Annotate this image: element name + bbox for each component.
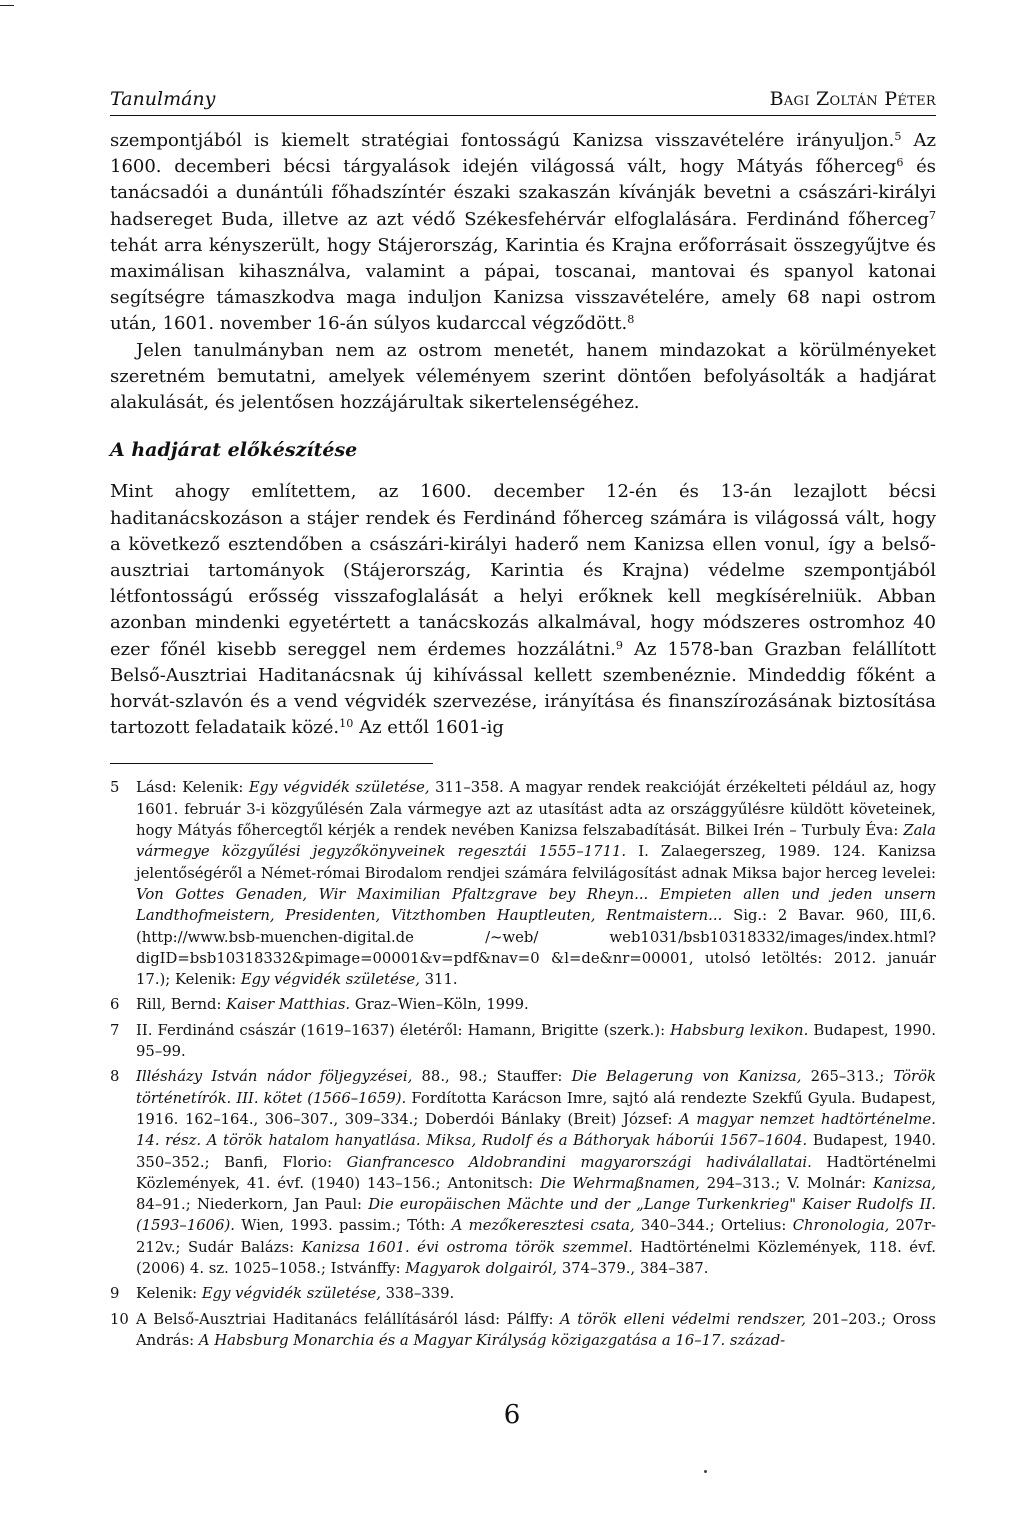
italic-title: Egy végvidék születése, xyxy=(248,779,430,797)
footnote-ref-5[interactable]: 5 xyxy=(894,129,902,143)
text-run: Hadtörténelmi Közlemények, 41. évf. (1940) 143–156.; Antonitsch: xyxy=(136,1153,936,1192)
text-run: 84–91.; Niederkorn, Jan Paul: xyxy=(136,1196,369,1214)
italic-title: Die europäischen Mächte und der „Lange Turkenkrieg" Kaiser Rudolfs II. (1593–1606). xyxy=(136,1196,937,1235)
section-heading: A hadjárat előkészítése xyxy=(110,439,358,462)
italic-title: Török történetírók. III. kötet (1566–1659). xyxy=(136,1068,936,1107)
footnote-7 xyxy=(110,1020,936,1063)
footnote-8 xyxy=(110,1066,936,1279)
text-run: és tanácsadói a dunántúli főhadszíntér északi szakaszán kívánják bevetni a császári-királyi hadsereget Buda, illetve az azt védő Székesfehérvár elfoglalására. Ferdinánd főherceg xyxy=(110,156,936,230)
text-run: Graz–Wien–Köln, 1999. xyxy=(350,996,529,1014)
footnote-number: 8 xyxy=(110,1068,120,1086)
footnote-separator xyxy=(110,763,433,764)
text-run: Fordította Karácson Imre, sajtó alá rendezte Szekfű Gyula. Budapest, 1916. 162–164., 306–307., 309–334.; Doberdói Bánlaky (Breit) József: xyxy=(136,1089,936,1128)
text-run: Budapest, 1940. 350–352.; Banfi, Florio: xyxy=(136,1132,936,1171)
italic-title: Von Gottes Genaden, Wir Maximilian Pfaltzgrave bey Rheyn... Empieten allen und jeden unsern Landthofmeistern, Presidenten, Vitzthomben Hauptleuten, Rentmaistern... xyxy=(136,885,936,925)
footnote-ref-10[interactable]: 10 xyxy=(339,717,354,731)
page-number: 6 xyxy=(503,1400,521,1430)
italic-title: Gianfrancesco Aldobrandini magyarországi hadiválallatai. xyxy=(346,1153,812,1171)
text-run: Hadtörténelmi Közlemények, 118. évf. (2006) 4. sz. 1025–1058.; Istvánffy: xyxy=(136,1238,936,1277)
text-run: 374–379., 384–387. xyxy=(557,1260,709,1277)
footnote-ref-7[interactable]: 7 xyxy=(928,208,936,222)
footnotes xyxy=(110,777,936,1351)
italic-title: Chronologia, xyxy=(792,1217,890,1235)
footnote-number: 9 xyxy=(110,1285,120,1303)
footnote-number: 10 xyxy=(110,1310,129,1328)
footnote-text xyxy=(136,777,936,990)
text-run: Lásd: Kelenik: xyxy=(136,779,249,797)
text-run: II. Ferdinánd császár (1619–1637) életéről: Hamann, Brigitte (szerk.): xyxy=(136,1021,671,1039)
italic-title: Kanizsa 1601. évi ostroma török szemmel. xyxy=(301,1238,633,1256)
footnote-ref-9[interactable]: 9 xyxy=(615,638,624,652)
text-run: Mint ahogy említettem, az 1600. december 12-én és 13-án lezajlott bécsi haditanácskozáson a stájer rendek és Ferdinánd főherceg számára is világossá vált, hogy a következő esztendőben a császári-királyi haderő nem Kanizsa ellen vonul, így a belső-ausztriai tartományok (Stájerország, Karintia és Krajna) védelme szempontjából létfontosságú erősség visszafoglalását a helyi erőknek kell megkísérelniük. Abban azonban mindenki egyetértett a tanácskozás alkalmával, hogy módszeres ostromhoz 40 ezer főnél kisebb sereggel nem érdemes hozzálátni. xyxy=(110,481,936,660)
footnote-10 xyxy=(110,1309,936,1352)
italic-title: Die Belagerung von Kanizsa, xyxy=(571,1068,802,1086)
text-run: 265–313.; xyxy=(801,1068,894,1086)
text-run: Budapest, 1990. 95–99. xyxy=(136,1021,936,1061)
scan-speck xyxy=(704,1470,707,1473)
page xyxy=(110,88,936,1355)
footnote-5 xyxy=(110,777,936,990)
footnote-text xyxy=(136,1066,936,1279)
header-section-label: Tanulmány xyxy=(110,88,216,110)
footnote-number: 6 xyxy=(110,996,120,1014)
text-run: Az 1578-ban Grazban felállított Belső-Ausztriai Haditanácsnak új kihívással kellett szembenéznie. Mindeddig főként a horvát-szlavón és a vend végvidék szervezése, irányítása és finanszírozásának biztosítása tartozott feladataik közé. xyxy=(110,638,937,739)
text-run: 88., 98.; Stauffer: xyxy=(412,1068,572,1086)
text-run: Rill, Bernd: xyxy=(136,996,227,1014)
footnote-text xyxy=(136,1020,936,1063)
text-run: Az 1600. decemberi bécsi tárgyalások idején világossá vált, hogy Mátyás főherceg xyxy=(110,130,936,178)
text-run: 311. xyxy=(419,971,458,989)
text-run: 311–358. A magyar rendek reakcióját érzékelteti például az, hogy 1601. február 3-i közgyűlésén Zala vármegye azt az utasítást adta az országgyűlésre küldött követeinek, hogy Mátyás főhercegtől kérjék a rendek nevében Kanizsa felszabadítását. Bilkei Irén – Turbuly Éva: xyxy=(136,779,936,840)
main-text xyxy=(110,128,936,741)
italic-title: Zala vármegye közgyűlési jegyzőkönyveinek regesztái 1555–1711. xyxy=(136,822,936,861)
footnote-number: 7 xyxy=(110,1021,120,1039)
italic-title: Kanizsa, xyxy=(872,1174,936,1192)
footnote-text xyxy=(136,1309,936,1352)
text-run: 201–203.; Oross András: xyxy=(136,1310,936,1349)
italic-title: Kaiser Matthias. xyxy=(226,996,351,1014)
text-run: 294–313.; V. Molnár: xyxy=(699,1174,873,1192)
italic-title: Egy végvidék születése, xyxy=(240,971,420,989)
paragraph-3 xyxy=(110,479,936,741)
text-run: Kelenik: xyxy=(136,1285,202,1303)
footnote-text xyxy=(136,994,936,1015)
italic-title: A török elleni védelmi rendszer, xyxy=(560,1310,806,1328)
running-header xyxy=(110,88,936,116)
text-run: A Belső-Ausztriai Haditanács felállításáról lásd: Pálffy: xyxy=(136,1310,560,1328)
italic-title: A Habsburg Monarchia és a Magyar Királyság közigazgatása a 16–17. század- xyxy=(198,1331,786,1349)
italic-title: A mezőkeresztesi csata, xyxy=(451,1217,635,1235)
italic-title: Egy végvidék születése, xyxy=(201,1285,381,1303)
header-author: Bagi Zoltán Péter xyxy=(769,88,936,110)
footnote-9 xyxy=(110,1283,936,1304)
footnote-number: 5 xyxy=(110,779,120,797)
text-run: szempontjából is kiemelt stratégiai fontosságú Kanizsa visszavételére irányuljon. xyxy=(110,130,895,151)
text-run: Az ettől 1601-ig xyxy=(353,717,504,739)
paragraph-2: Jelen tanulmányban nem az ostrom menetét, hanem mindazokat a körülményeket szeretném bemutatni, amelyek véleményem szerint döntően befolyásolták a hadjárat alakulását, és jelentősen hozzájárultak sikertelenségéhez. xyxy=(110,339,936,414)
text-run: 340–344.; Ortelius: xyxy=(634,1217,793,1235)
text-run: Wien, 1993. passim.; Tóth: xyxy=(234,1217,452,1235)
paragraph-1 xyxy=(110,128,936,338)
footnote-text xyxy=(136,1283,936,1304)
italic-title: A magyar nemzet hadtörténelme. 14. rész. A török hatalom hanyatlása. Miksa, Rudolf és a Báthoryak háborúi 1567–1604. xyxy=(136,1110,936,1150)
footnote-6 xyxy=(110,994,936,1015)
italic-title: Die Wehrmaßnamen, xyxy=(540,1174,700,1192)
text-run: I. Zalaegerszeg, 1989. 124. Kanizsa jelentőségéről a Német-római Birodalom rendjei számára felvilágosítást adnak Miksa bajor herceg levelei: xyxy=(136,843,936,882)
text-run: 207r-212v.; Sudár Balázs: xyxy=(136,1217,937,1256)
footnote-ref-6[interactable]: 6 xyxy=(896,156,904,170)
text-run: 338–339. xyxy=(380,1285,455,1303)
italic-title: Habsburg lexikon. xyxy=(670,1021,809,1039)
corner-mark xyxy=(0,5,14,6)
footnote-ref-8[interactable]: 8 xyxy=(627,313,635,327)
italic-title: Magyarok dolgairól, xyxy=(405,1260,558,1277)
text-run: tehát arra kényszerült, hogy Stájerország, Karintia és Krajna erőforrásait összegyűjtve és maximálisan kihasználva, valamint a pápai, toscanai, mantovai és spanyol katonai segítségre támaszkodva maga induljon Kanizsa visszavételére, amely 68 napi ostrom után, 1601. november 16-án súlyos kudarccal végződött. xyxy=(110,234,936,335)
text-run-with-url[interactable]: Sig.: 2 Bavar. 960, III,6. (http://www.bsb-muenchen-digital.de /~web/ web1031/bsb10318332/images/index.html?digID=bsb10318332&pimage=00001&v=pdf&nav=0 &l=de&nr=00001, utolsó letöltés: 2012. január 17.); Kelenik: xyxy=(136,907,936,989)
italic-title: Illésházy István nádor följegyzései, xyxy=(136,1068,413,1086)
